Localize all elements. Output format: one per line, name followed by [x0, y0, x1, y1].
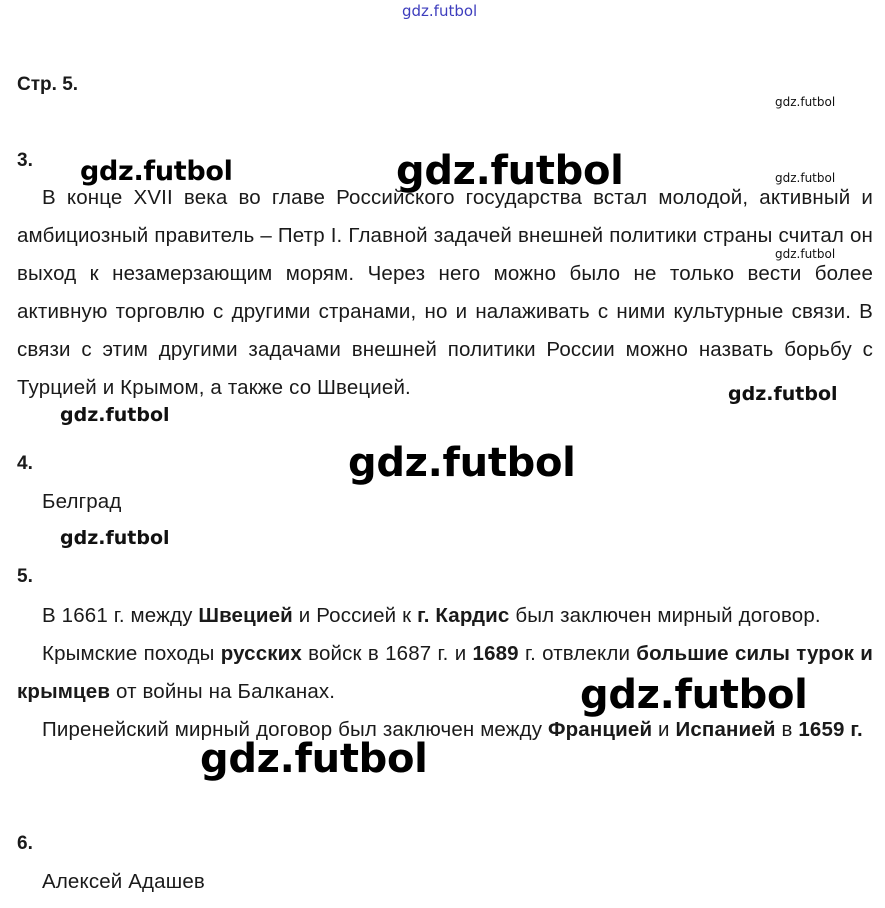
question-5-paragraph-3: Пиренейский мирный договор был заключен между Францией и Испанией в 1659 г. — [42, 718, 863, 741]
question-4-answer: Белград — [42, 490, 122, 513]
watermark-small-2: gdz.futbol — [775, 171, 836, 185]
question-6-answer: Алексей Адашев — [42, 870, 205, 893]
watermark-large-4: gdz.futbol — [200, 736, 428, 782]
watermark-bold-2: gdz.futbol — [60, 404, 170, 426]
page-label: Стр. 5. — [17, 74, 79, 95]
watermark-small-3: gdz.futbol — [775, 247, 836, 261]
question-6-number: 6. — [17, 833, 33, 854]
watermark-small-1: gdz.futbol — [775, 95, 836, 109]
watermark-large-2: gdz.futbol — [348, 440, 576, 486]
question-4-number: 4. — [17, 453, 33, 474]
watermark-large-3: gdz.futbol — [580, 672, 808, 718]
watermark-large-1: gdz.futbol — [396, 148, 624, 194]
question-5-number: 5. — [17, 566, 33, 587]
watermark-bold-3: gdz.futbol — [60, 527, 170, 549]
watermark-bold-1: gdz.futbol — [728, 383, 838, 405]
question-5-paragraph-1: В 1661 г. между Швецией и Россией к г. Кардис был заключен мирный договор. — [42, 604, 821, 627]
question-5-paragraph-2: Крымские походы русских войск в 1687 г. и 1689 г. отвлекли большие силы турок и крымцев от войны на Балканах. — [17, 642, 873, 703]
question-3-answer: В конце XVII века во главе Российского государства встал молодой, активный и амбициозный правитель – Петр I. Главной задачей внешней политики страны считал он выход к незамерзающим морям. Через него можно было не только вести более активную торговлю с другими странами, но и налаживать с ними культурные связи. В связи с этим другими задачами внешней политики России можно назвать борьбу с Турцией и Крымом, а также со Швецией. — [17, 186, 873, 399]
watermark-medium-1: gdz.futbol — [80, 156, 233, 187]
question-3-number: 3. — [17, 150, 33, 171]
watermark-top: gdz.futbol — [402, 2, 478, 20]
